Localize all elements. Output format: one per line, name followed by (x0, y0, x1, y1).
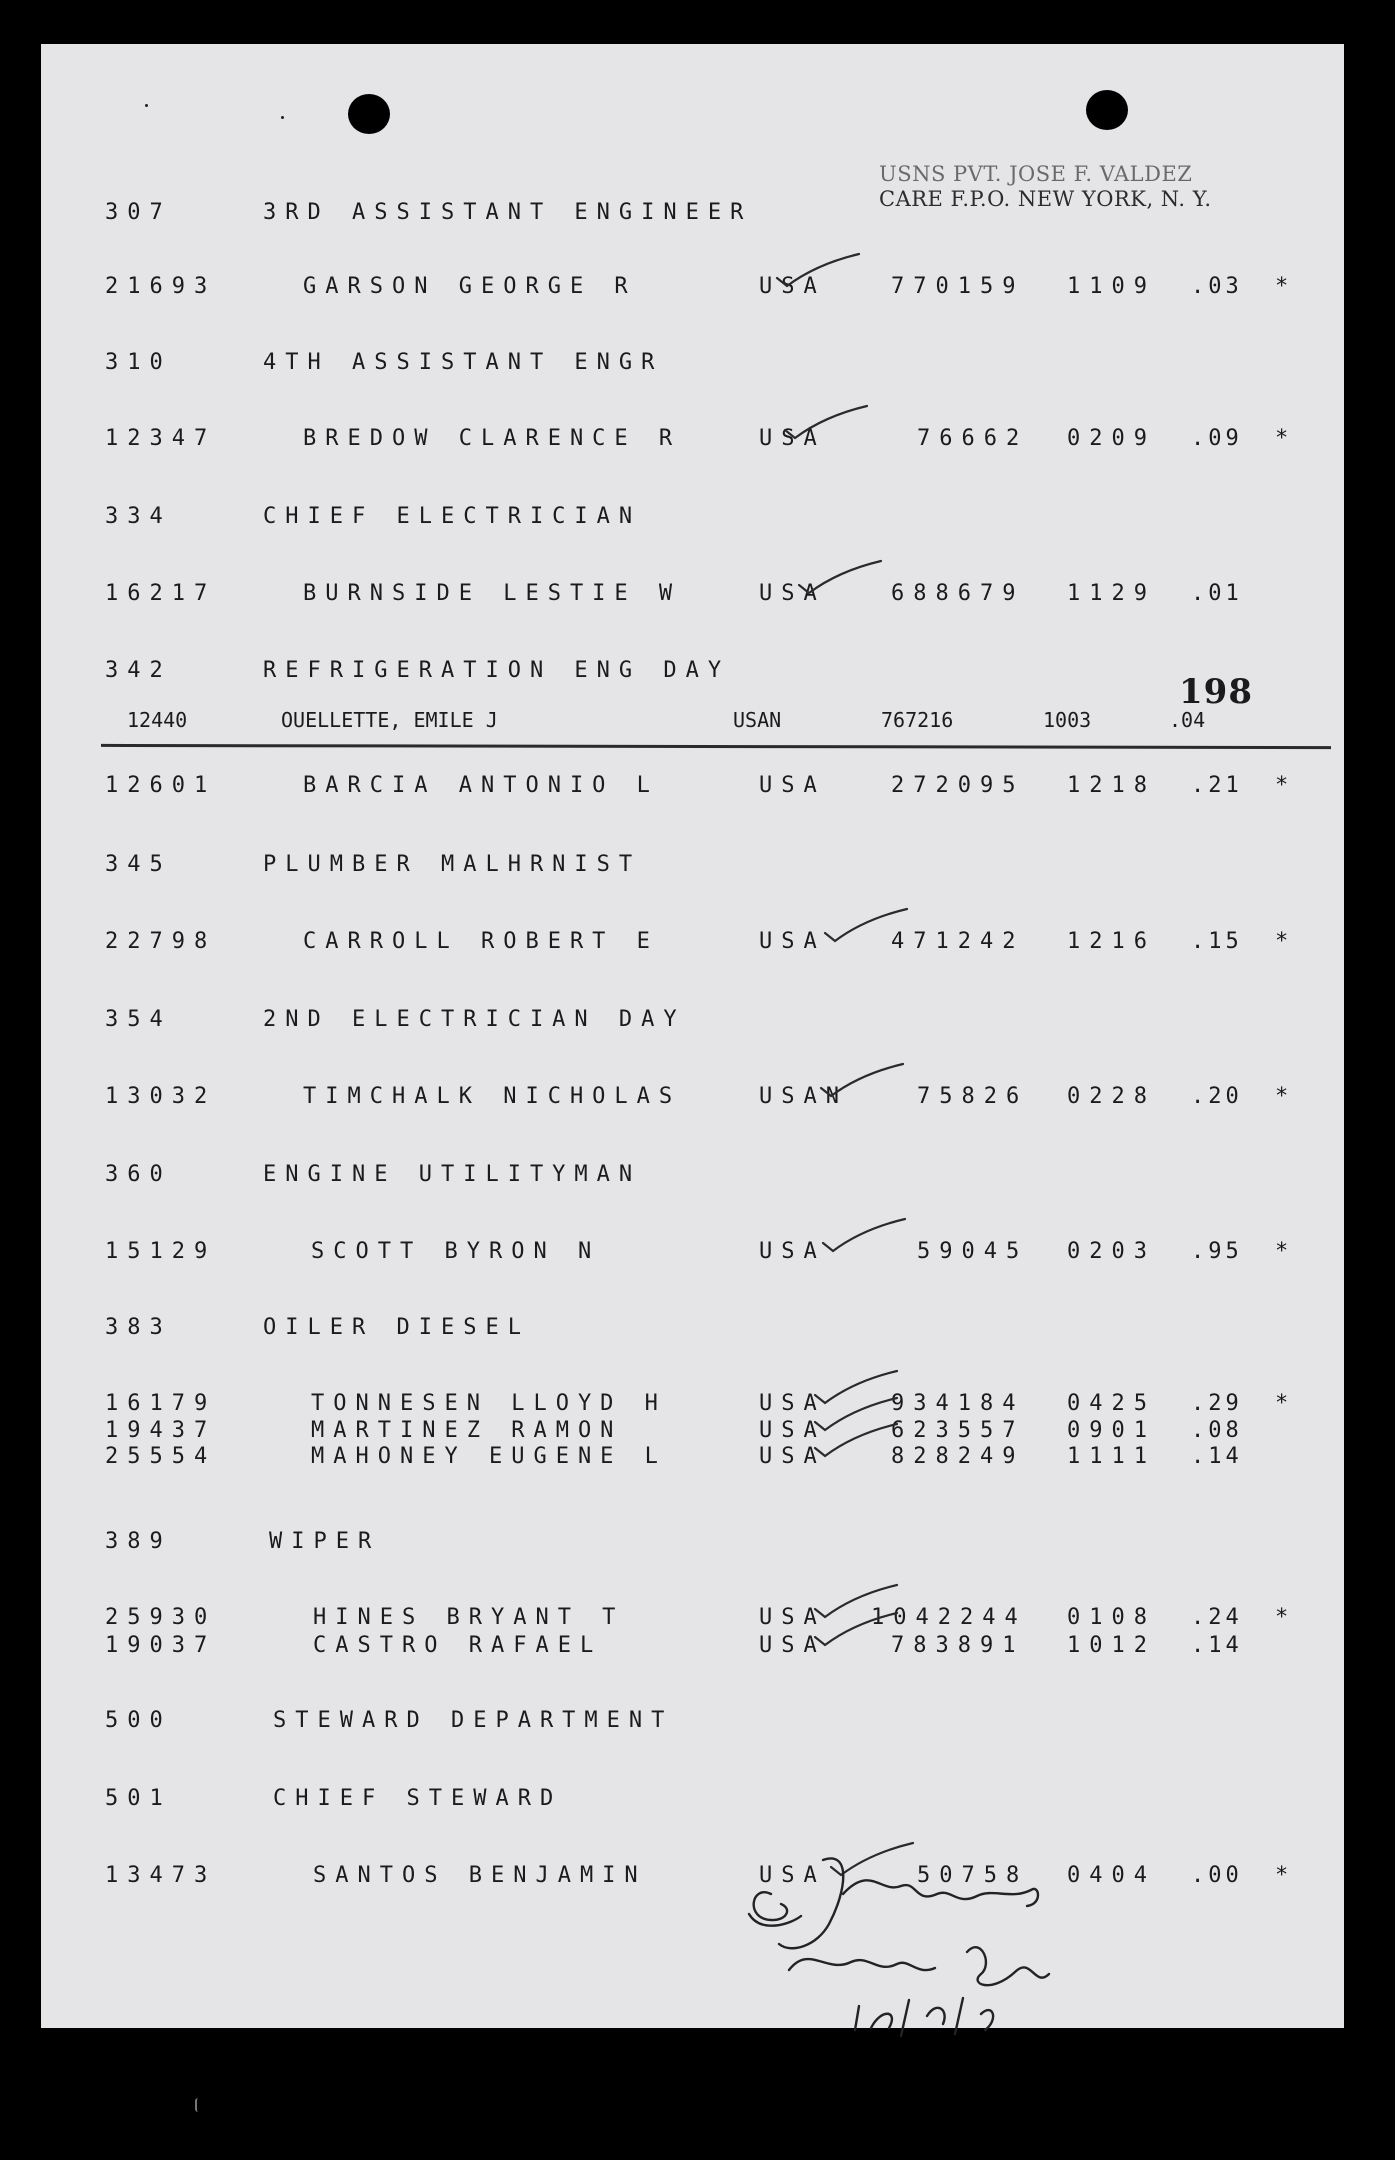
position-code: 354 (105, 1007, 172, 1032)
citizenship: USA (759, 426, 826, 451)
citizenship: USA (759, 1444, 826, 1469)
crew-name: TIMCHALK NICHOLAS (303, 1084, 682, 1109)
insert-code: 12440 (127, 708, 188, 732)
position-code: 389 (105, 1529, 172, 1554)
section-heading-row (41, 200, 1344, 230)
position-code: 19037 (105, 1633, 217, 1658)
crew-row (41, 773, 1344, 803)
document-page (41, 44, 1344, 2028)
position-code: 345 (105, 852, 172, 877)
date-code: 1129 (1067, 581, 1156, 606)
amount: .03 (1191, 274, 1243, 299)
amount: .20 (1191, 1084, 1243, 1109)
position-code: 360 (105, 1162, 172, 1187)
citizenship: USA (759, 773, 826, 798)
asterisk-mark: * (1275, 426, 1289, 451)
crew-name: BURNSIDE LESTIE W (303, 581, 682, 606)
checkmark-icon (781, 404, 871, 444)
date-code: 1012 (1067, 1633, 1156, 1658)
crew-ledger (41, 44, 1344, 2028)
crew-name: SCOTT BYRON N (311, 1239, 601, 1264)
book-number: 50758 (917, 1863, 1029, 1888)
stamp-ship-line: USNS PVT. JOSE F. VALDEZ (879, 162, 1193, 186)
date-code: 1218 (1067, 773, 1156, 798)
citizenship: USA (759, 1605, 826, 1630)
signature-name (741, 1834, 748, 1835)
book-number: 828249 (891, 1444, 1025, 1469)
citizenship: USA (759, 581, 826, 606)
crew-name: SANTOS BENJAMIN (313, 1863, 647, 1888)
crew-row (41, 581, 1344, 611)
asterisk-mark: * (1275, 1084, 1289, 1109)
asterisk-mark: * (1275, 1391, 1289, 1416)
section-heading-row (41, 504, 1344, 534)
position-title: PLUMBER MALHRNIST (263, 852, 642, 877)
crew-row (41, 274, 1344, 304)
amount: .14 (1191, 1633, 1243, 1658)
position-code: 13032 (105, 1084, 217, 1109)
crew-name: HINES BRYANT T (313, 1605, 625, 1630)
section-heading-row (41, 1529, 1344, 1559)
crew-row (41, 1444, 1344, 1474)
checkmark-icon (821, 907, 911, 947)
inspector-signature (731, 1824, 1121, 2044)
crew-name: BREDOW CLARENCE R (303, 426, 682, 451)
position-title: OILER DIESEL (263, 1315, 530, 1340)
scan-mark (195, 2098, 201, 2112)
checkmark-icon (819, 1217, 909, 1257)
position-title: 2ND ELECTRICIAN DAY (263, 1007, 686, 1032)
book-number: 783891 (891, 1633, 1025, 1658)
inserted-entry (41, 708, 1344, 736)
crew-row (41, 426, 1344, 456)
section-heading-row (41, 658, 1344, 688)
crew-name: MAHONEY EUGENE L (311, 1444, 667, 1469)
book-number: 770159 (891, 274, 1025, 299)
amount: .09 (1191, 426, 1243, 451)
position-code: 342 (105, 658, 172, 683)
crew-name: BARCIA ANTONIO L (303, 773, 659, 798)
insert-citizenship: USAN (733, 708, 782, 732)
signature-date (741, 2004, 746, 2005)
date-code: 0404 (1067, 1863, 1156, 1888)
signature-title (741, 1904, 746, 1905)
book-number: 471242 (891, 929, 1025, 954)
position-code: 307 (105, 200, 172, 225)
checkmark-icon (817, 1062, 907, 1102)
position-title: 4TH ASSISTANT ENGR (263, 350, 664, 375)
amount: .01 (1191, 581, 1243, 606)
citizenship: USA (759, 274, 826, 299)
position-code: 16179 (105, 1391, 217, 1416)
crew-row (41, 1239, 1344, 1269)
crew-row (41, 1084, 1344, 1114)
citizenship: USA (759, 1239, 826, 1264)
amount: .95 (1191, 1239, 1243, 1264)
position-title: 3RD ASSISTANT ENGINEER (263, 200, 753, 225)
amount: .15 (1191, 929, 1243, 954)
position-code: 21693 (105, 274, 217, 299)
crew-row (41, 929, 1344, 959)
position-code: 501 (105, 1786, 172, 1811)
insert-name: OUELLETTE, EMILE J (281, 708, 498, 732)
section-heading-row (41, 852, 1344, 882)
book-number: 623557 (891, 1418, 1025, 1443)
crew-row (41, 1633, 1344, 1663)
date-code: 0901 (1067, 1418, 1156, 1443)
position-title: STEWARD DEPARTMENT (273, 1708, 674, 1733)
position-title: WIPER (269, 1529, 381, 1554)
amount: .14 (1191, 1444, 1243, 1469)
asterisk-mark: * (1275, 773, 1289, 798)
date-code: 0108 (1067, 1605, 1156, 1630)
book-number: 272095 (891, 773, 1025, 798)
position-code: 310 (105, 350, 172, 375)
position-code: 25554 (105, 1444, 217, 1469)
crew-row (41, 1863, 1344, 1893)
insert-date: 1003 (1043, 708, 1092, 732)
crew-name: CARROLL ROBERT E (303, 929, 659, 954)
amount: .21 (1191, 773, 1243, 798)
section-heading-row (41, 1007, 1344, 1037)
date-code: 0228 (1067, 1084, 1156, 1109)
crew-row (41, 1605, 1344, 1635)
position-code: 19437 (105, 1418, 217, 1443)
position-title: ENGINE UTILITYMAN (263, 1162, 642, 1187)
checkmark-icon (773, 252, 863, 292)
date-code: 1111 (1067, 1444, 1156, 1469)
amount: .00 (1191, 1863, 1243, 1888)
position-code: 15129 (105, 1239, 217, 1264)
position-code: 25930 (105, 1605, 217, 1630)
book-number: 75826 (917, 1084, 1029, 1109)
crew-name: CASTRO RAFAEL (313, 1633, 603, 1658)
asterisk-mark: * (1275, 274, 1289, 299)
checkmark-icon (811, 1611, 901, 1651)
date-code: 0209 (1067, 426, 1156, 451)
crew-name: MARTINEZ RAMON (311, 1418, 623, 1443)
book-number: 1042244 (871, 1605, 1027, 1630)
position-code: 13473 (105, 1863, 217, 1888)
citizenship: USA (759, 1418, 826, 1443)
citizenship: USA (759, 1863, 826, 1888)
position-code: 12347 (105, 426, 217, 451)
date-code: 0203 (1067, 1239, 1156, 1264)
position-code: 500 (105, 1708, 172, 1733)
citizenship: USA (759, 929, 826, 954)
citizenship: USA (759, 1633, 826, 1658)
date-code: 1216 (1067, 929, 1156, 954)
section-heading-row (41, 1315, 1344, 1345)
position-code: 22798 (105, 929, 217, 954)
amount: .08 (1191, 1418, 1243, 1443)
book-number: 934184 (891, 1391, 1025, 1416)
insert-number: 767216 (881, 708, 954, 732)
book-number: 59045 (917, 1239, 1029, 1264)
date-code: 1109 (1067, 274, 1156, 299)
asterisk-mark: * (1275, 929, 1289, 954)
book-number: 76662 (917, 426, 1029, 451)
crew-name: GARSON GEORGE R (303, 274, 637, 299)
position-code: 12601 (105, 773, 217, 798)
crew-name: TONNESEN LLOYD H (311, 1391, 667, 1416)
citizenship: USAN (759, 1084, 848, 1109)
position-title: CHIEF ELECTRICIAN (263, 504, 642, 529)
position-title: CHIEF STEWARD (273, 1786, 563, 1811)
asterisk-mark: * (1275, 1863, 1289, 1888)
position-title: REFRIGERATION ENG DAY (263, 658, 731, 683)
position-code: 334 (105, 504, 172, 529)
book-number: 688679 (891, 581, 1025, 606)
section-heading-row (41, 1786, 1344, 1816)
section-heading-row (41, 350, 1344, 380)
amount: .24 (1191, 1605, 1243, 1630)
checkmark-icon (811, 1422, 901, 1462)
stamp-address-line: CARE F.P.O. NEW YORK, N. Y. (879, 187, 1212, 211)
position-code: 16217 (105, 581, 217, 606)
checkmark-icon (795, 559, 885, 599)
crew-row (41, 1391, 1344, 1421)
asterisk-mark: * (1275, 1239, 1289, 1264)
position-code: 383 (105, 1315, 172, 1340)
date-code: 0425 (1067, 1391, 1156, 1416)
citizenship: USA (759, 1391, 826, 1416)
asterisk-mark: * (1275, 1605, 1289, 1630)
amount: .29 (1191, 1391, 1243, 1416)
section-heading-row (41, 1708, 1344, 1738)
page-number: 198 (1179, 672, 1253, 712)
insert-amount: .04 (1169, 708, 1206, 732)
section-heading-row (41, 1162, 1344, 1192)
